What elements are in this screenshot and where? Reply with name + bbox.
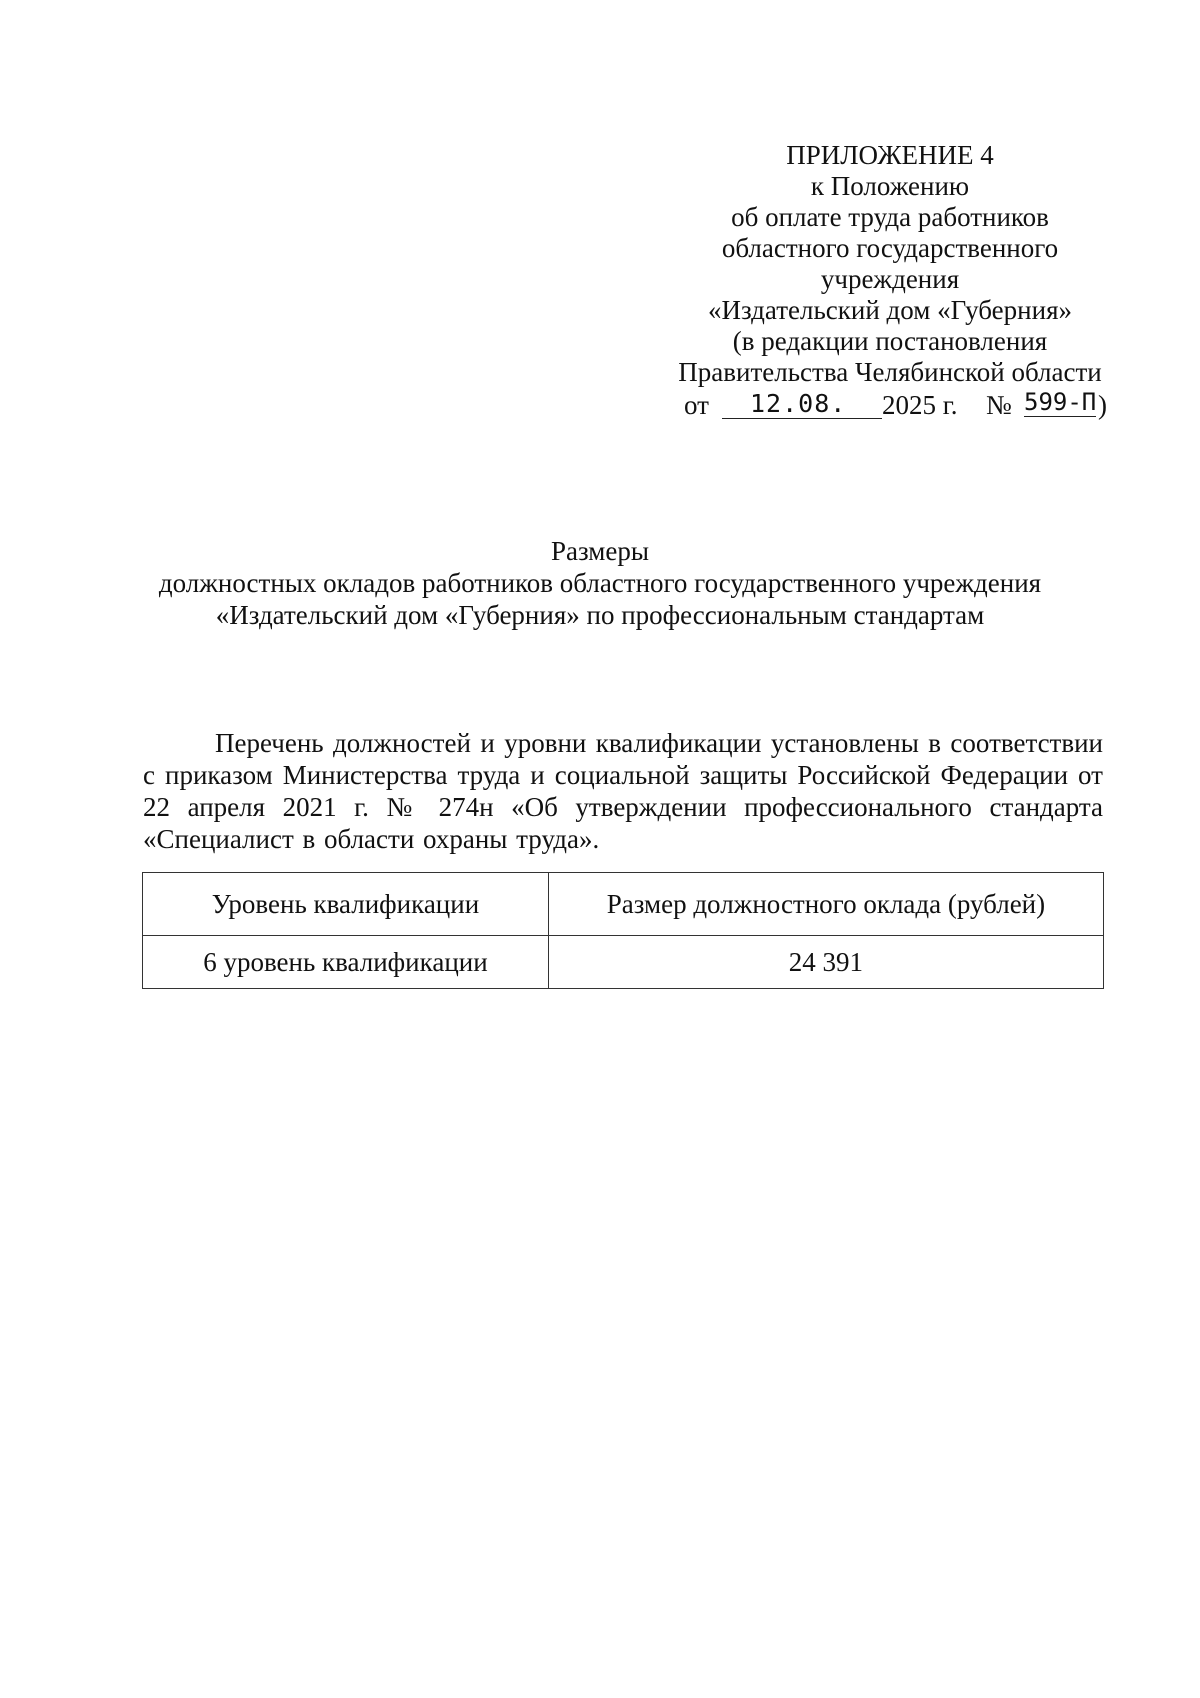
number-sign: № — [986, 390, 1012, 420]
appendix-line: областного государственного — [721, 233, 1059, 263]
resolution-year: 2025 г. — [882, 390, 958, 420]
body-paragraph: Перечень должностей и уровни квалификации установлены в соответствии с приказом Министерства труда и социальной защиты Российской Федерации от 22 апреля 2021 г. № 274н «Об утверждении профессионального стандарта «Специалист в области охраны труда». — [143, 728, 1103, 854]
column-header-qualification: Уровень квалификации — [143, 873, 549, 936]
closing-paren: ) — [1098, 390, 1107, 420]
resolution-date-line — [670, 388, 1110, 422]
appendix-line: Правительства Челябинской области — [678, 357, 1102, 387]
appendix-line: «Издательский дом «Губерния» — [708, 295, 1072, 325]
appendix-line: об оплате труда работников — [731, 202, 1049, 232]
resolution-date: 12.08. — [750, 389, 847, 418]
title-line: должностных окладов работников областного государственного учреждения — [158, 568, 1042, 598]
salary-cell: 24 391 — [548, 936, 1103, 989]
appendix-header — [670, 140, 1110, 422]
appendix-line: (в редакции постановления — [732, 326, 1048, 356]
table-row — [143, 936, 1104, 989]
qualification-level-cell: 6 уровень квалификации — [143, 936, 549, 989]
date-prefix: от — [684, 390, 709, 420]
table-header-row — [143, 873, 1104, 936]
column-header-salary: Размер должностного оклада (рублей) — [548, 873, 1103, 936]
appendix-line: учреждения — [820, 264, 960, 294]
appendix-line: ПРИЛОЖЕНИЕ 4 — [786, 140, 994, 170]
document-title — [100, 535, 1100, 631]
appendix-line: к Положению — [810, 171, 970, 201]
title-line: Размеры — [551, 536, 649, 566]
salary-table — [142, 872, 1104, 989]
title-line: «Издательский дом «Губерния» по профессиональным стандартам — [215, 600, 985, 630]
resolution-number: 599-П — [1024, 388, 1097, 416]
